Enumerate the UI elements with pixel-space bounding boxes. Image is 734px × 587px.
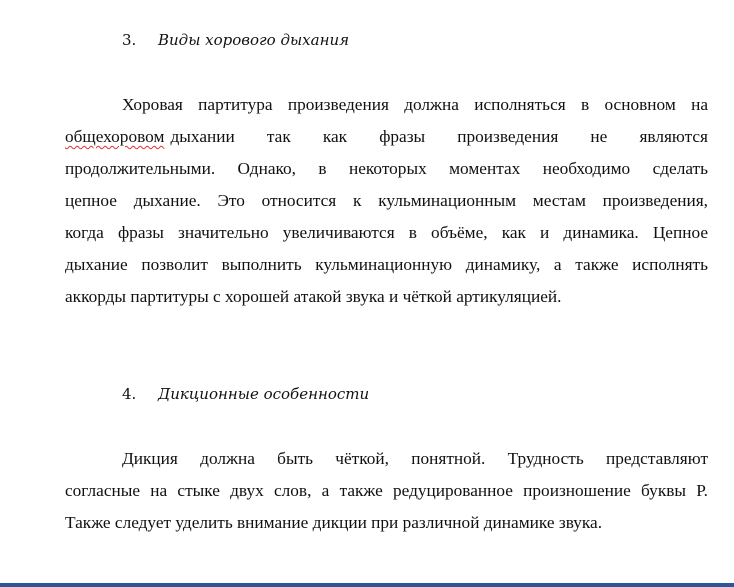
section-number: 3. — [122, 31, 137, 49]
section-title: Виды хорового дыхания — [158, 31, 350, 49]
paragraph-line: дыхание позволит выполнить кульминационную динамику, а также исполнять — [65, 255, 708, 274]
paragraph-line: согласные на стыке двух слов, а также редуцированное произношение буквы Р. — [65, 481, 708, 500]
paragraph-line: Хоровая партитура произведения должна исполняться в основном на — [122, 95, 708, 114]
paragraph-line: Дикция должна быть чёткой, понятной. Трудность представляют — [122, 449, 708, 468]
paragraph-line: цепное дыхание. Это относится к кульминационным местам произведения, — [65, 191, 708, 210]
misspelled-word[interactable]: общехоровом — [65, 127, 165, 146]
paragraph-line — [65, 121, 708, 153]
paragraph-line: продолжительными. Однако, в некоторых моментах необходимо сделать — [65, 159, 708, 178]
section-heading-3 — [122, 31, 349, 49]
paragraph-line: аккорды партитуры с хорошей атакой звука и чёткой артикуляцией. — [65, 287, 562, 306]
paragraph-line: когда фразы значительно увеличиваются в объёме, как и динамика. Цепное — [65, 223, 708, 242]
paragraph-line: Также следует уделить внимание дикции при различной динамике звука. — [65, 513, 603, 532]
section-title: Дикционные особенности — [158, 385, 370, 403]
window-bottom-border — [0, 583, 734, 587]
paragraph-choral-breathing[interactable] — [65, 89, 708, 313]
paragraph-diction[interactable] — [65, 443, 708, 539]
section-number: 4. — [122, 385, 137, 403]
paragraph-line-text: дыхании так как фразы произведения не являются — [170, 127, 708, 146]
section-heading-4 — [122, 385, 369, 403]
